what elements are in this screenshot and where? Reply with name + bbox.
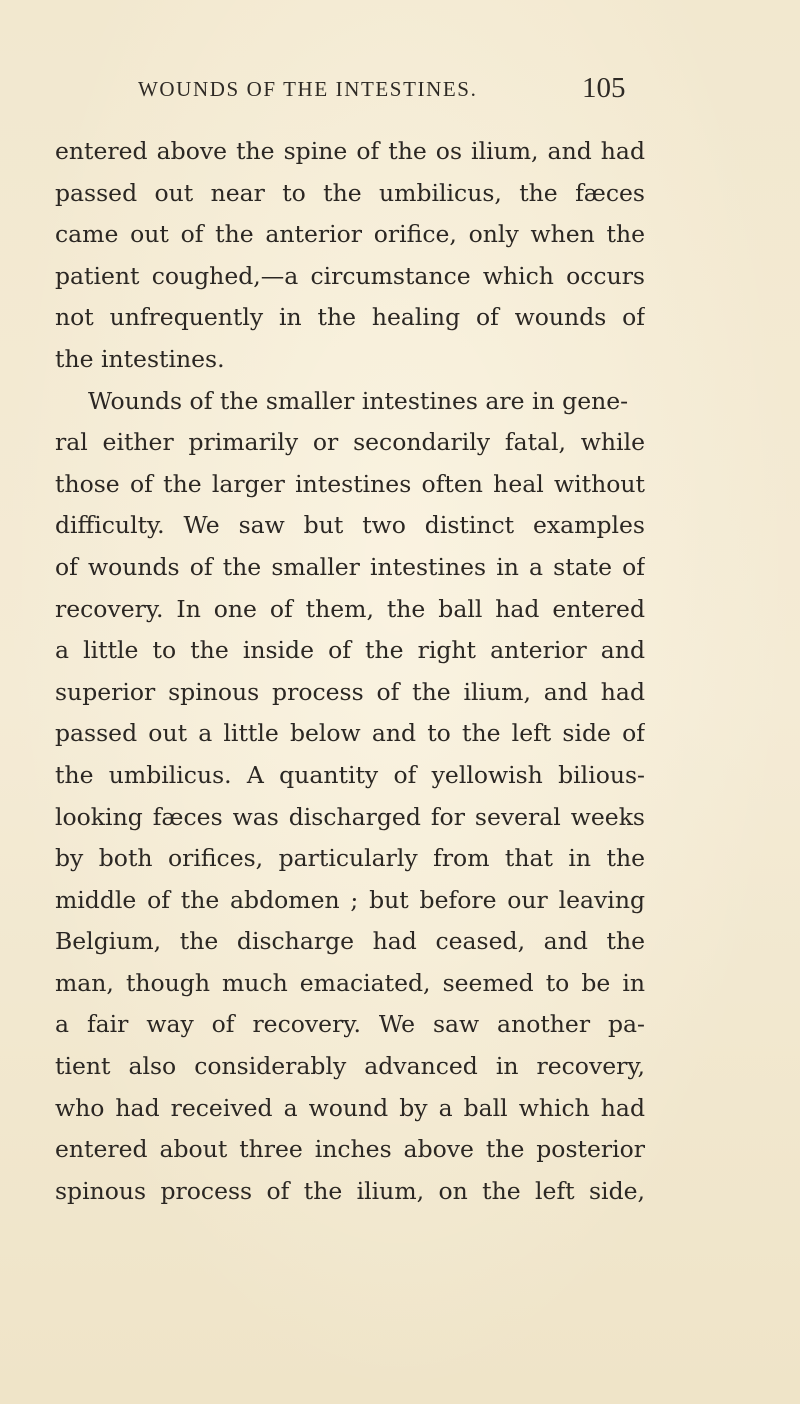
text-line: looking fæces was discharged for several weeks	[55, 802, 645, 831]
text-line: patient coughed,—a circumstance which occurs	[55, 261, 645, 290]
text-line: middle of the abdomen ; but before our leaving	[55, 885, 645, 914]
text-line: entered above the spine of the os ilium, and had	[55, 137, 645, 165]
text-line: a little to the inside of the right anterior and	[55, 636, 645, 665]
paragraph-start-line: Wounds of the smaller intestines are in gene-	[88, 386, 629, 415]
text-line: of wounds of the smaller intestines in a state of	[55, 552, 645, 581]
running-title: WOUNDS OF THE INTESTINES.	[138, 77, 478, 101]
text-line: by both orifices, particularly from that in the	[55, 844, 645, 873]
text-line: passed out a little below and to the left side of	[55, 719, 645, 748]
text-line: who had received a wound by a ball which had	[55, 1093, 645, 1122]
page-number: 105	[582, 72, 626, 104]
text-line: tient also considerably advanced in recovery,	[55, 1052, 645, 1081]
text-line: man, though much emaciated, seemed to be in	[55, 968, 645, 997]
text-line: difficulty. We saw but two distinct examples	[55, 511, 645, 540]
text-line: recovery. In one of them, the ball had entered	[55, 594, 645, 623]
text-line: passed out near to the umbilicus, the fæces	[55, 178, 645, 207]
body-text	[55, 131, 645, 1212]
text-line: Belgium, the discharge had ceased, and the	[55, 927, 645, 956]
text-line: superior spinous process of the ilium, and had	[55, 677, 645, 706]
text-line: came out of the anterior orifice, only when the	[55, 220, 645, 249]
text-line: the intestines.	[55, 344, 225, 373]
text-line: ral either primarily or secondarily fatal, while	[55, 428, 645, 457]
text-line: not unfrequently in the healing of wounds of	[55, 303, 645, 332]
text-line: those of the larger intestines often heal without	[55, 469, 645, 498]
text-line: the umbilicus. A quantity of yellowish bilious-	[55, 760, 645, 789]
text-line: a fair way of recovery. We saw another pa-	[55, 1010, 645, 1039]
text-line: entered about three inches above the posterior	[55, 1135, 645, 1164]
text-line: spinous process of the ilium, on the left side,	[55, 1176, 645, 1205]
